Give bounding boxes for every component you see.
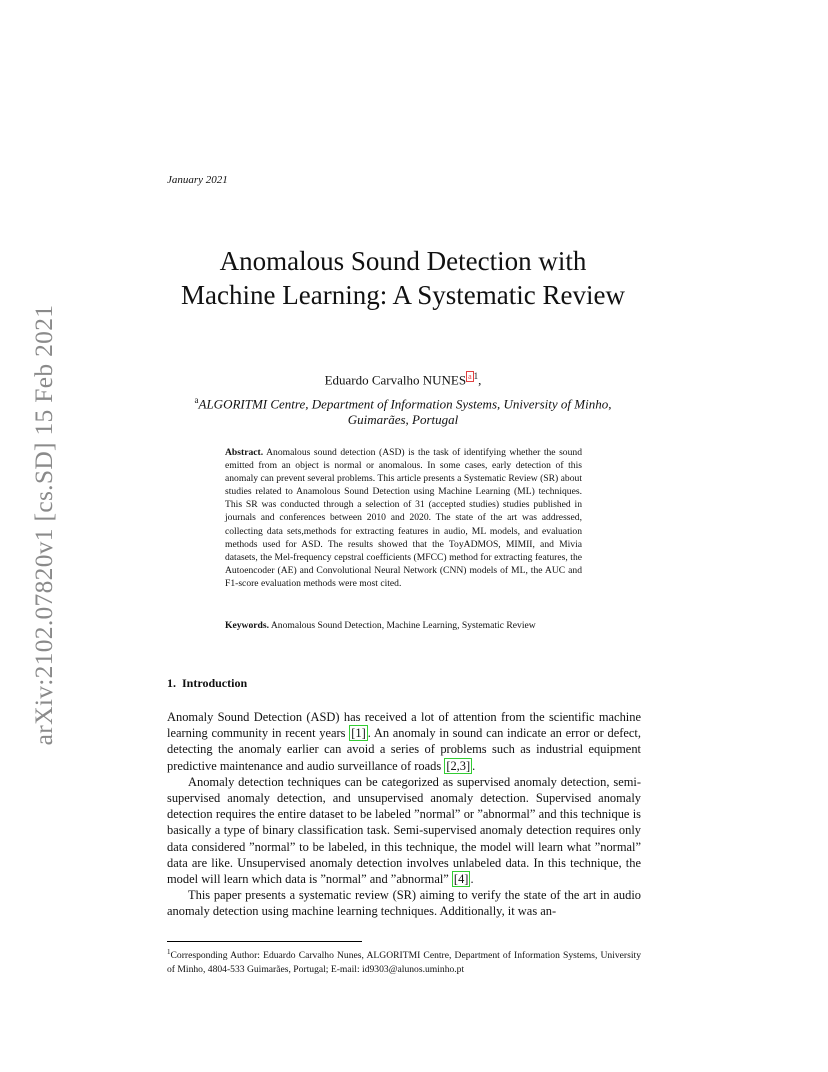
affiliation-line-1: ALGORITMI Centre, Department of Information Systems, University of Minho, xyxy=(198,396,612,412)
citation-link[interactable]: [1] xyxy=(351,726,366,741)
paper-title xyxy=(160,244,646,312)
affiliation-line-2: Guimarães, Portugal xyxy=(347,412,459,428)
section-title: Introduction xyxy=(182,676,248,690)
paragraph-1 xyxy=(167,709,641,774)
footnote xyxy=(167,946,641,976)
paragraph-1-text-a: Anomaly Sound Detection (ASD) has received a lot of attention from the scientific machine learning community in recent years xyxy=(167,710,641,741)
arxiv-identifier-stamp xyxy=(24,290,64,760)
section-number: 1. xyxy=(167,676,176,690)
affiliation xyxy=(160,392,646,428)
keywords-text: Anomalous Sound Detection, Machine Learning, Systematic Review xyxy=(270,620,536,631)
paragraph-2-text-a: Anomaly detection techniques can be categorized as supervised anomaly detection, semi-supervised anomaly detection, and unsupervised anomaly detection. Supervised anomaly detection requires the entire dataset to be labeled ”normal” or ”abnormal” and this technique is basically a type of binary classification task. Semi-supervised anomaly detection requires only data considered ”normal” to be labeled, in this technique, the model will learn what ”normal” data are like. Unsupervised anomaly detection involves unlabeled data. In this technique, the model will learn which data is ”normal” and ”abnormal” xyxy=(167,774,641,887)
abstract-text: Anomalous sound detection (ASD) is the task of identifying whether the sound emitted from an object is normal or anomalous. In some cases, early detection of this anomaly can prevent several problems. This article presents a Systematic Review (SR) about studies related to Anamolous Sound Detection using Machine Learning (ML) techniques. This SR was conducted through a selection of 31 (accepted studies) studies published in journals and conferences between 2010 and 2020. The state of the art was addressed, collecting data sets,methods for extracting features in audio, ML models, and evaluation methods used for ASD. The results showed that the ToyADMOS, MIMII, and Mivia datasets, the Mel-frequency cepstral coefficients (MFCC) method for extracting features, the Autoencoder (AE) and Convolutional Neural Network (CNN) models of ML, the AUC and F1-score evaluation methods were most cited. xyxy=(225,447,582,589)
body-text xyxy=(167,709,641,920)
affiliation-mark: a xyxy=(194,395,199,405)
author-name: Eduardo Carvalho NUNES xyxy=(324,372,467,388)
citation-link[interactable]: [2,3] xyxy=(446,758,471,773)
abstract-label: Abstract. xyxy=(225,447,264,458)
keywords xyxy=(225,620,605,631)
citation-link[interactable]: [4] xyxy=(453,872,469,887)
footnote-text: Corresponding Author: Eduardo Carvalho Nunes, ALGORITMI Centre, Department of Information Systems, University of Minho, 4804-533 Guimarães, Portugal; E-mail: id9303@alunos.uminho.pt xyxy=(167,950,641,975)
abstract xyxy=(225,446,582,590)
title-line-1: Anomalous Sound Detection with xyxy=(219,246,587,276)
paragraph-1-text-b: . An anomaly in sound can indicate an error or defect, detecting the anomaly earlier can avoid a series of problems such as industrial equipment predictive maintenance and audio surveillance of roads xyxy=(167,726,641,773)
publication-date: January 2021 xyxy=(167,174,228,186)
arxiv-stamp-text: arXiv:2102.07820v1 [cs.SD] 15 Feb 2021 xyxy=(29,304,58,746)
footnote-mark: 1 xyxy=(167,948,171,956)
author-line: Eduardo Carvalho NUNES a $^1$, xyxy=(324,371,482,388)
footnote-rule xyxy=(167,941,362,942)
paragraph-2-text-end: . xyxy=(470,872,474,887)
paragraph-1-text-end: . xyxy=(472,758,476,773)
paragraph-2 xyxy=(167,774,641,887)
title-line-2: Machine Learning: A Systematic Review xyxy=(181,280,625,310)
section-heading xyxy=(167,676,247,691)
keywords-label: Keywords. xyxy=(225,620,269,631)
footnote-marker: 1 xyxy=(473,371,479,381)
paragraph-3: This paper presents a systematic review (SR) aiming to verify the state of the art in audio anomaly detection using machine learning techniques. Additionally, it was an- xyxy=(167,888,641,919)
affiliation-link[interactable]: a xyxy=(468,372,472,381)
